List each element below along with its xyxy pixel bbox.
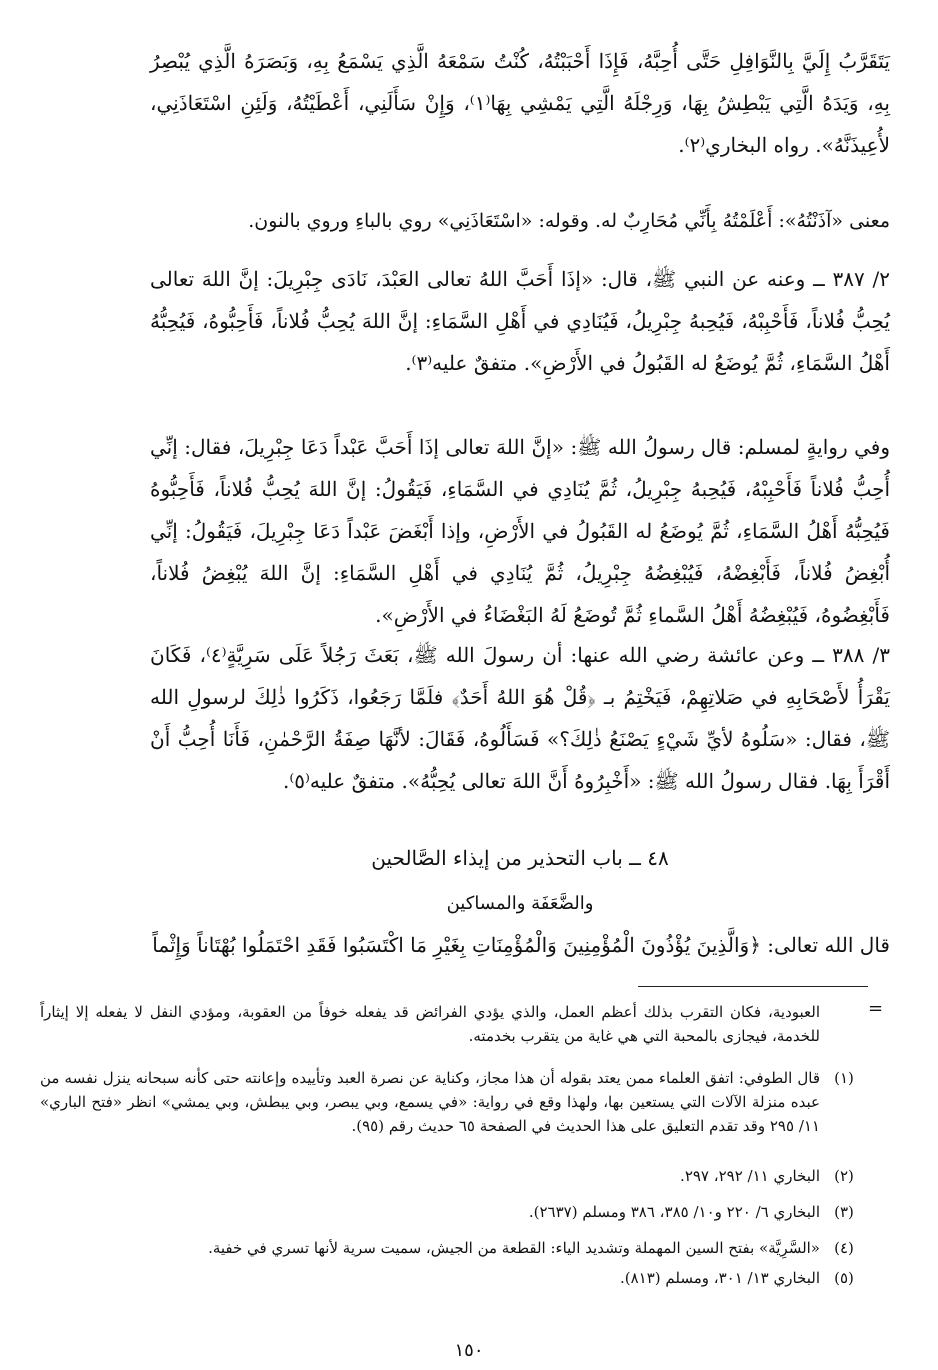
footnote-text: قال الطوفي: اتفق العلماء ممن يعتد بقوله أن هذا مجاز، وكناية عن نصرة العبد وتأييده وإعانته حتى كأنه سبحانه ينزل نفسه من عبده منزلة الآلات التي يستعين بها، ولهذا وقع في رواية: «في يسمع، وبي يبصر، وبي يبطش، وبي يمشي» انظر «فتح الباري» ١١/ ٢٩٥ وقد تقدم التعليق على هذا الحديث في الصفحة ٦٥ حديث رقم (٩٥). bbox=[40, 1069, 820, 1135]
footnote-text: البخاري ١٣/ ٣٠١، ومسلم (٨١٣). bbox=[619, 1269, 820, 1287]
hadith-387: ٢/ ٣٨٧ ــ وعنه عن النبي ﷺ، قال: «إذَا أَحَبَّ اللهُ تعالى العَبْدَ، نَادَى جِبْرِيلَ: إنَّ اللهَ تعالى يُحِبُّ فُلاناً، فَأَحْبِبْهُ، فَيُحِبهُ جِبْرِيلُ، فَيُنَادِي في أَهْلِ السَّمَاءِ: إنَّ اللهَ يُحِبُّ فُلاناً، فَأَحِبُّوهُ، فَيُحِبُّهُ أَهْلُ السَّمَاءِ، ثُمَّ يُوضَعُ له القَبُولُ في الأَرْضِ». متفقٌ عليه⁽٣⁾. bbox=[150, 267, 890, 375]
footnote-4 bbox=[40, 1236, 868, 1260]
footnote-text: البخاري ١١/ ٢٩٢، ٢٩٧. bbox=[680, 1167, 820, 1185]
footnote-2 bbox=[40, 1164, 868, 1188]
page-number: ١٥٠ bbox=[454, 1340, 484, 1361]
chapter-subtitle: والضَّعَفَة والمساكين bbox=[446, 893, 594, 914]
footnote-number: (٤) bbox=[834, 1239, 854, 1257]
footnote-number: (١) bbox=[834, 1069, 854, 1087]
footnote-1 bbox=[40, 1066, 868, 1138]
footnote-continuation: العبودية، فكان التقرب بذلك أعظم العمل، والذي يؤدي الفرائض قد يفعله خوفاً من العقوبة، ومؤدي النفل لا يفعله إلا إيثاراً للخدمة، فيجازى بالمحبة التي هي غاية من يتقرب بخدمته. bbox=[40, 1003, 820, 1045]
quran-verse-intro: قال الله تعالى: ﴿وَالَّذِينَ يُؤْذُونَ الْمُؤْمِنِينَ وَالْمُؤْمِنَاتِ بِغَيْرِ مَا اكْتَسَبُوا فَقَدِ احْتَمَلُوا بُهْتَاناً وَإِثْماً bbox=[152, 933, 890, 957]
word-explanation: معنى «آذَنْتُهُ»: أَعْلَمْتُهُ بِأَنِّي مُحَارِبٌ له. وقوله: «اسْتَعَاذَنِي» روي بالباءِ وروي بالنون. bbox=[248, 210, 890, 232]
chapter-title: ٤٨ ــ باب التحذير من إيذاء الصَّالحين bbox=[371, 846, 669, 870]
hadith-text-continuation: يَتَقَرَّبُ إِلَيَّ بِالنَّوَافِلِ حَتَّى أُحِبَّهُ، فَإِذَا أَحْبَبْتُهُ، كُنْتُ سَمْعَهُ الَّذِي يَسْمَعُ بِهِ، وَبَصَرَهُ الَّذِي يُبْصِرُ بِهِ، وَيَدَهُ الَّتِي يَبْطِشُ بِهَا، وَرِجْلَهُ الَّتِي يَمْشِي بِهَا⁽١⁾، وَإِنْ سَأَلَنِي، أَعْطَيْتُهُ، وَلَئِنِ اسْتَعَاذَنِي، لأُعِيذَنَّهُ». رواه البخاري⁽٢⁾. bbox=[150, 49, 891, 157]
footnote-number: (٣) bbox=[834, 1203, 854, 1221]
footnote-text: «السَّرِيَّة» بفتح السين المهملة وتشديد الياء: القطعة من الجيش، سميت سرية لأنها تسري في خفية. bbox=[208, 1239, 820, 1257]
footnote-number: (٥) bbox=[834, 1269, 854, 1287]
footnote-number: (٢) bbox=[834, 1167, 854, 1185]
hadith-388: ٣/ ٣٨٨ ــ وعن عائشة رضي الله عنها: أن رسولَ الله ﷺ، بَعَثَ رَجُلاً عَلَى سَرِيَّةٍ⁽٤⁾، فَكَانَ يَقْرَأُ لأَصْحَابِهِ في صَلاتِهِمْ، فَيَخْتِمُ بـ ﴿قُلْ هُوَ اللهُ أَحَدٌ﴾ فلَمَّا رَجَعُوا، ذَكَرُوا ذٰلِكَ لرسولِ الله ﷺ، فقال: «سَلُوهُ لأيِّ شَيْءٍ يَصْنَعُ ذٰلِكَ؟» فَسَأَلُوهُ، فَقَالَ: لأنَّهَا صِفَةُ الرَّحْمٰنِ، فَأَنَا أُحِبُّ أَنْ أَقْرَأَ بِهَا. فقال رسولُ الله ﷺ: «أَخْبِرُوهُ أَنَّ اللهَ تعالى يُحِبُّهُ». متفقٌ عليه⁽٥⁾. bbox=[150, 643, 890, 793]
footnote-3 bbox=[40, 1200, 868, 1224]
footnote-continuation-mark: = bbox=[868, 998, 884, 1019]
muslim-narration: وفي روايةٍ لمسلم: قال رسولُ الله ﷺ: «إنَّ اللهَ تعالى إذَا أَحَبَّ عَبْداً دَعَا جِبْرِيلَ، فقال: إنِّي أُحِبُّ فُلاناً فَأَحْبِبْهُ، فَيُحِبهُ جِبْرِيلُ، ثُمَّ يُنَادِي في السَّمَاءِ، فَيَقُولُ: إنَّ اللهَ يُحِبُّ فُلاناً، فَأَحِبُّوهُ فَيُحِبُّهُ أَهْلُ السَّمَاءِ، ثُمَّ يُوضَعُ له القَبُولُ في الأَرْضِ، وإذا أَبْغَضَ عَبْداً دَعَا جِبْرِيلَ، فَيَقُولُ: إنِّي أُبْغِضُ فُلاناً، فَأَبْغِضْهُ، فَيُبْغِضُهُ جِبْرِيلُ، ثُمَّ يُنَادِي في أَهْلِ السَّمَاءِ: إنَّ اللهَ يُبْغِضُ فُلاناً، فَأَبْغِضُوهُ، فَيُبْغِضُهُ أَهْلُ السَّماءِ ثُمَّ تُوضَعُ لَهُ البَغْضَاءُ في الأَرْضِ». bbox=[150, 435, 890, 627]
footnote-divider bbox=[638, 986, 868, 987]
footnote-5 bbox=[40, 1266, 868, 1290]
footnote-text: البخاري ٦/ ٢٢٠ و١٠/ ٣٨٥، ٣٨٦ ومسلم (٢٦٣٧). bbox=[528, 1203, 820, 1221]
